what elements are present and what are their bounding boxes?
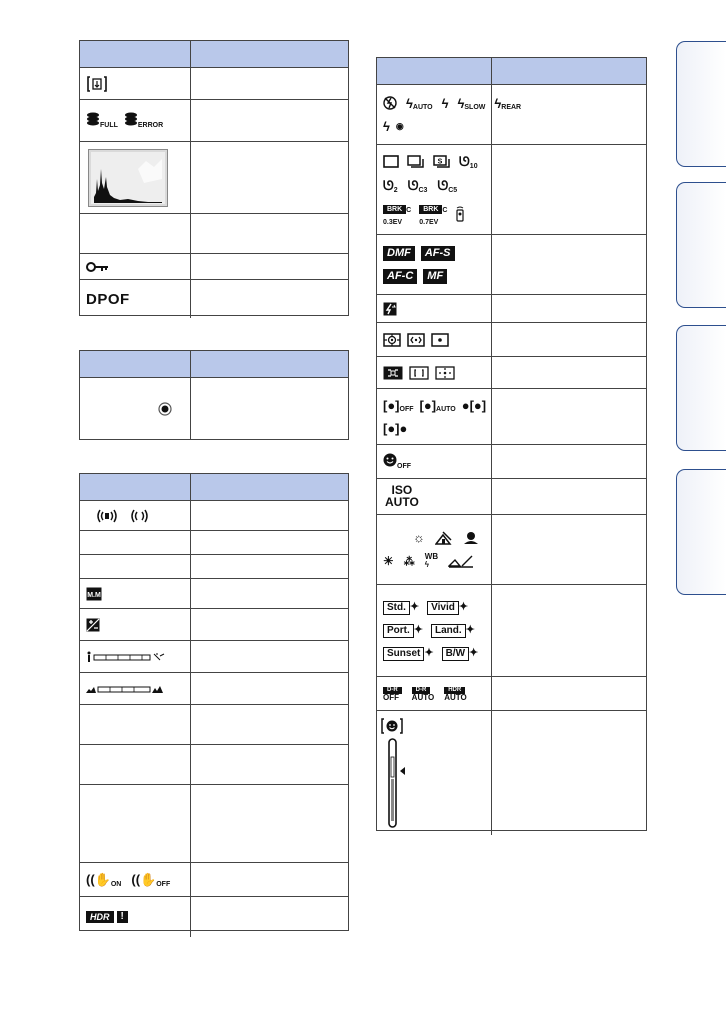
table-row — [80, 531, 348, 555]
side-tab-4[interactable] — [676, 469, 726, 595]
rotate-frame-icon — [86, 76, 108, 92]
table-row — [80, 68, 348, 100]
side-tab-3[interactable] — [676, 325, 726, 451]
table-header — [80, 474, 348, 501]
iso-auto-icon: ISO AUTO — [385, 483, 419, 509]
display-table-playback — [79, 40, 349, 316]
focus-mode-icons: DMF AF-S AF-C MF — [377, 235, 461, 294]
table-row — [377, 295, 646, 323]
table-row — [377, 479, 646, 515]
sound-waves-icon — [96, 508, 148, 524]
table-row — [377, 357, 646, 389]
dpof-icon: DPOF — [86, 290, 130, 308]
smile-sensitivity-icon — [381, 717, 421, 831]
table-row — [80, 378, 348, 440]
display-table-recording — [79, 350, 349, 440]
table-row — [80, 673, 348, 705]
svg-text:S: S — [437, 158, 443, 165]
table-header — [377, 58, 646, 85]
table-row — [377, 445, 646, 479]
table-row — [80, 100, 348, 142]
side-tab-2[interactable] — [676, 182, 726, 308]
steadyshot-off-icon: ((✋OFF — [131, 871, 171, 888]
table-row — [80, 863, 348, 897]
flash-charge-icon — [383, 302, 397, 316]
steadyshot-on-icon: ((✋ON — [86, 871, 122, 888]
memory-full-icon: FULL — [86, 112, 118, 129]
side-tab-1[interactable] — [676, 41, 726, 167]
table-row — [377, 515, 646, 585]
table-row — [80, 280, 348, 318]
hdr-warning-icon: HDR ! — [86, 911, 128, 923]
metering-mode-icons — [383, 333, 449, 347]
table-row — [80, 609, 348, 641]
table-row — [377, 235, 646, 295]
table-row — [377, 323, 646, 357]
exposure-comp-icon — [86, 618, 100, 632]
table-row — [80, 555, 348, 579]
face-detection-icons: [●]OFF [●]AUTO ●[●] [●]● — [383, 397, 487, 436]
drive-mode-icons: S ᘎ10 ᘎ2 ᘎC3 ᘎC5 BRK C 0.3EV BRK C 0.7EV — [383, 153, 478, 226]
table-row — [80, 501, 348, 531]
table-row — [80, 897, 348, 937]
record-dot-icon — [158, 402, 172, 416]
display-table-settings — [376, 57, 647, 831]
table-row — [80, 214, 348, 254]
table-row — [80, 641, 348, 673]
mm-icon — [86, 587, 102, 601]
table-row — [80, 579, 348, 609]
table-row — [377, 711, 646, 835]
table-row — [377, 145, 646, 235]
smile-off-icon: OFF — [383, 453, 411, 470]
dro-icons: D-R OFF D-R AUTO HDR AUTO — [383, 687, 467, 702]
histogram-icon — [88, 149, 168, 207]
table-row — [80, 705, 348, 745]
table-row — [377, 85, 646, 145]
table-row — [80, 785, 348, 863]
table-row — [377, 585, 646, 677]
focal-scale-icon — [86, 651, 166, 663]
table-header — [80, 41, 348, 68]
protect-key-icon — [86, 261, 110, 273]
svg-text:M.M: M.M — [87, 591, 101, 599]
white-balance-icons: ☼ ☀ ⁂ WB ϟ — [377, 515, 485, 584]
focus-area-icons — [383, 366, 455, 380]
memory-error-icon: ERROR — [124, 112, 163, 129]
display-table-shooting-info — [79, 473, 349, 931]
table-header — [80, 351, 348, 378]
aperture-scale-icon — [86, 683, 166, 695]
creative-style-icons: Std. ✦ Vivid ✦ Port. ✦ Land. ✦ Sunset ✦ B/W ✦ — [377, 585, 484, 676]
flash-mode-icons: ϟAUTO ϟ ϟSLOW ϟREAR ϟ ◉ — [383, 95, 522, 134]
table-row — [80, 254, 348, 280]
table-row — [377, 677, 646, 711]
table-row — [377, 389, 646, 445]
table-row — [80, 142, 348, 214]
table-row — [80, 745, 348, 785]
